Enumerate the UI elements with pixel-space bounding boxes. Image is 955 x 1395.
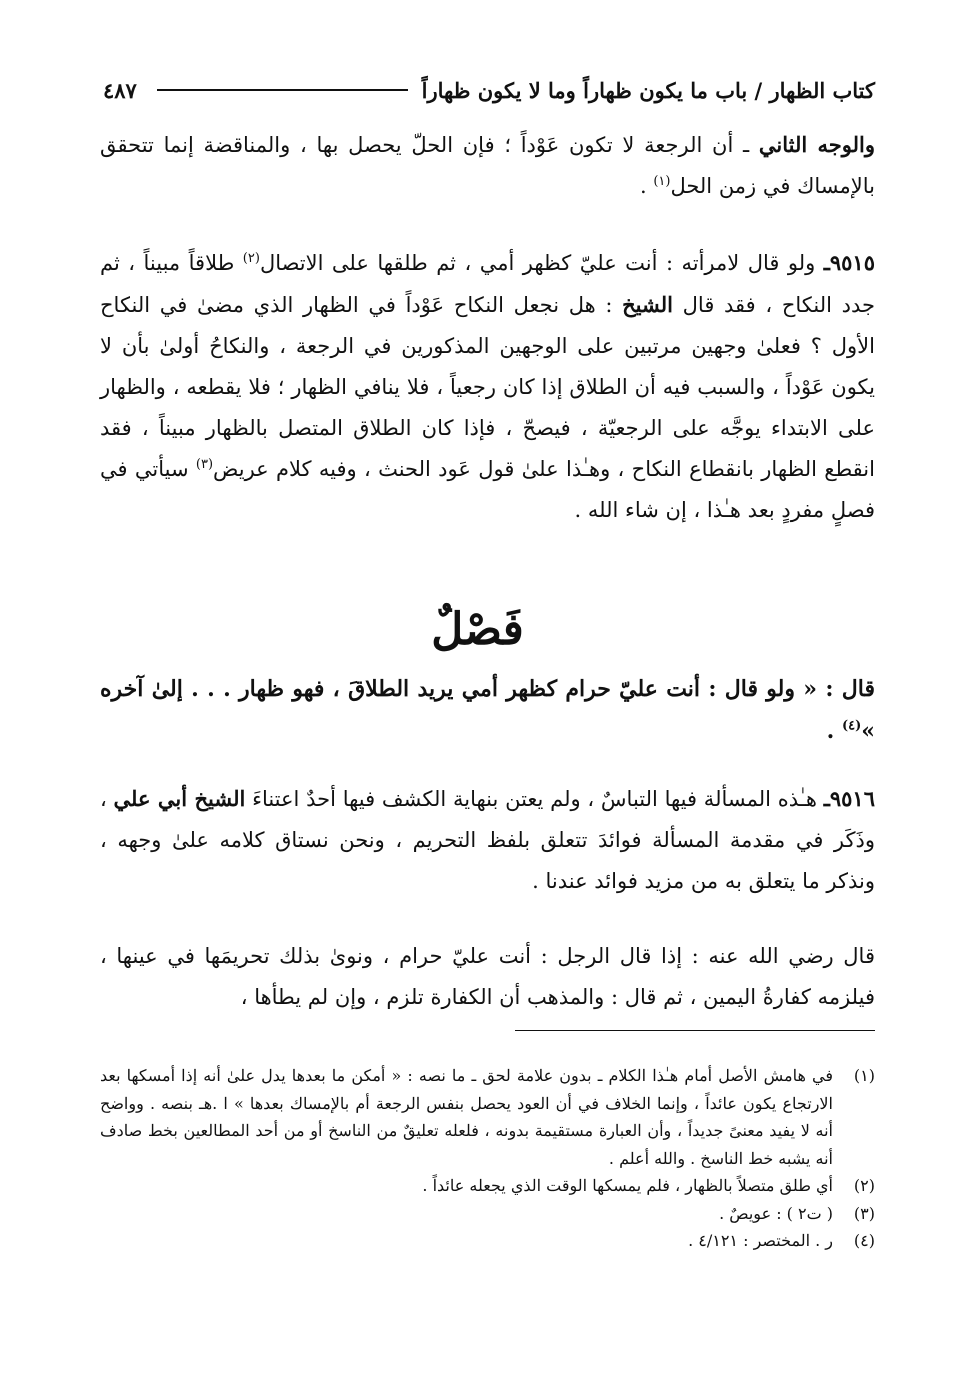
page-number: ٤٨٧ [103,77,137,103]
para2-text-3: : هل نجعل النكاح عَوْداً في الظهار الذي مضىٰ في النكاح الأول ؟ فعلىٰ وجهين مرتبين على الوجهين المذكورين في الرجعة ، والنكاحُ أولىٰ بأن لا يكون عَوْداً ، والسبب فيه أن الطلاق إذا كان رجعياً ، فلا ينافي الظهار ؛ فلا يقطعه ، والظهار على الابتداء يوجَّه على الرجعيّة ، فيصحّ ، فإذا كان الطلاق المتصل بالظهار مبيناً ، فقد انقطع الظهار بانقطاع النكاح ، وهـٰذا علىٰ قول عَود الحنث ، وفيه كلام عريض [100,293,875,481]
para3-text-2: ، وذَكَر في مقدمة المسألة فوائدَ تتعلق بلفظ التحريم ، ونحن نستاق كلامه علىٰ وجهه ، ونذكر ما يتعلق به من مزيد فوائد عندنا . [100,787,875,893]
quote-text: قال : « ولو قال : أنت عليّ حرام كظهر أمي يريد الطلاقَ ، فهو ظهار . . . إلىٰ آخره » [100,676,875,744]
paragraph-1 [100,124,875,207]
paragraph-4 [100,936,875,1018]
header-rule [157,89,408,91]
para2-sheikh: الشيخ [622,292,673,317]
para4-text: قال رضي الله عنه : إذا قال الرجل : أنت عليّ حرام ، ونوىٰ بذلك تحريمَها في عينها ، فيلزمه كفارةُ اليمين ، ثم قال : والمذهب أن الكفارة تلزم ، وإن لم يطأها ، [100,944,875,1009]
quote-end: . [826,718,842,744]
footnote-number: (٢) [853,1176,875,1195]
para3-name: الشيخ أبي علي [113,786,246,811]
para2-text-2: طلاقاً مبيناً ، ثم جدد النكاح ، فقد قال [100,251,875,317]
section-heading: فَصْلٌ [431,604,524,655]
footnote-separator [515,1030,875,1031]
footnotes [100,1062,875,1255]
footnote-2 [100,1172,875,1200]
footnote-text: في هامش الأصل أمام هـٰذا الكلام ـ بدون علامة لحق ـ ما نصه : « أمكن ما بعدها يدل علىٰ أنه إذا أمسكها بعد الارتجاع يكون عائداً ، وإنما الخلاف في أن العود يحصل بنفس الرجعة أم بالإمساك بعدها » ا .هـ بنصه . وواضح أنه لا يفيد معنىً جديداً ، وأن العبارة مستقيمة بدونه ، فلعله تعليقٌ من الناسخ أو من أحد المطالعين بخط صادف أنه يشبه خط الناسخ . والله أعلم . [100,1066,833,1168]
footnote-ref-2: (٢) [242,251,260,266]
footnote-3 [100,1200,875,1228]
para2-text-1: ولو قال لامرأته : أنت عليّ كظهر أمي ، ثم طلقها على الاتصال [259,251,824,275]
para1-lead: والوجه الثاني [758,132,876,157]
paragraph-9515 [100,242,875,531]
footnote-ref-3: (٣) [195,457,214,472]
footnote-1 [100,1062,875,1172]
para3-number: ٩٥١٦ـ [823,786,875,811]
footnote-number: (٤) [853,1231,875,1250]
paragraph-9516 [100,778,875,902]
header-title: كتاب الظهار / باب ما يكون ظهاراً وما لا يكون ظهاراً [421,77,875,103]
footnote-4 [100,1227,875,1255]
footnote-ref-4: (٤) [841,718,862,734]
footnote-text: ( ت٢ ) : عويصٌ . [719,1203,833,1223]
footnote-number: (١) [853,1066,875,1085]
footnote-text: أي طلق متصلاً بالظهار ، فلم يمسكها الوقت الذي يجعله عائداً . [422,1176,833,1195]
para2-text-4: سيأتي في فصلٍ مفردٍ بعد هـٰذا ، إن شاء الله . [100,457,875,522]
para3-text-1: هـٰذه المسألة فيها التباسٌ ، ولم يعتن بنهاية الكشف فيها أحدٌ اعتناءَ [245,787,824,811]
footnote-text: ر . المختصر : ٤/١٢١ . [688,1231,833,1250]
footnote-ref-1: (١) [653,174,671,189]
para2-number: ٩٥١٥ـ [823,250,875,275]
para1-text: ـ أن الرجعة لا تكون عَوْداً ؛ فإن الحلّ يحصل بها ، والمناقضة إنما تتحقق بالإمساك في زمن الحل [100,133,875,198]
footnote-number: (٣) [853,1203,875,1223]
running-header [103,70,875,110]
quoted-matn [100,668,875,752]
para1-end: . [639,174,654,198]
